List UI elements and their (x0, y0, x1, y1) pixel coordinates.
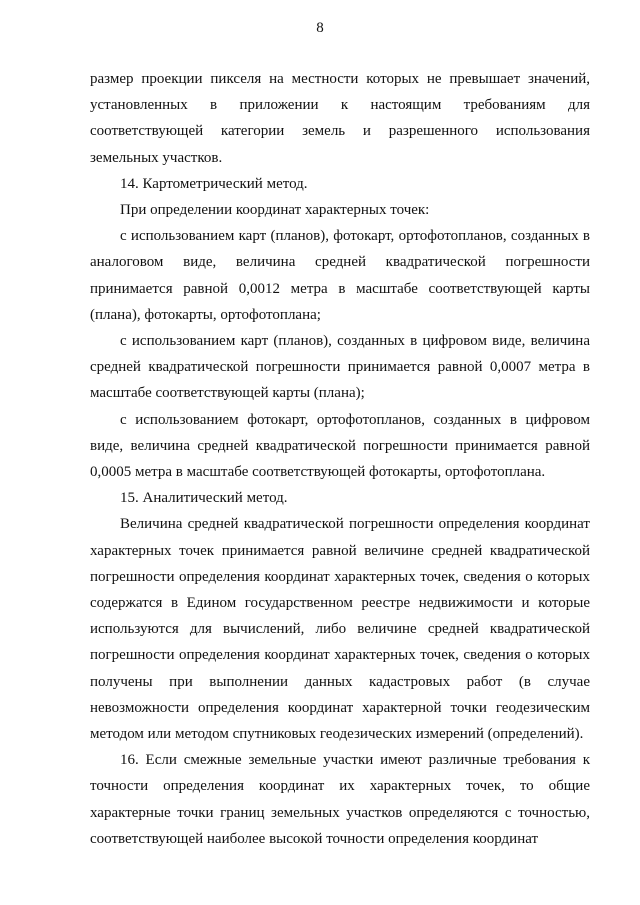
section-15-heading: 15. Аналитический метод. (120, 490, 288, 507)
paragraph-intro: При определении координат характерных точек: (120, 202, 430, 219)
paragraph-digital-maps: с использованием карт (планов), созданных в цифровом виде, величина средней квадратической погрешности принимается равной 0,0007 метра в масштабе соответствующей карты (плана); (90, 333, 590, 402)
section-16-paragraph: 16. Если смежные земельные участки имеют различные требования к точности определения координат их характерных точек, то общие характерные точки границ земельных участков определяются с точностью, соответствующей наиболее высокой точности определения координат (90, 752, 590, 847)
paragraph-analog-maps: с использованием карт (планов), фотокарт, ортофотопланов, созданных в аналоговом виде, величина средней квадратической погрешности принимается равной 0,0012 метра в масштабе соответствующей карты (плана), фотокарты, ортофотоплана; (90, 228, 590, 323)
document-body (90, 66, 590, 852)
paragraph-continuation: размер проекции пикселя на местности которых не превышает значений, установленных в приложении к настоящим требованиям для соответствующей категории земель и разрешенного использования земельных участков. (90, 71, 590, 166)
section-14-heading: 14. Картометрический метод. (120, 175, 308, 192)
paragraph-digital-photomaps: с использованием фотокарт, ортофотопланов, созданных в цифровом виде, величина средней квадратической погрешности принимается равной 0,0005 метра в масштабе соответствующей фотокарты, ортофотоплана. (90, 411, 590, 481)
page-number: 8 (316, 20, 324, 36)
paragraph-analytic-method: Величина средней квадратической погрешности определения координат характерных точек принимается равной величине средней квадратической погрешности определения координат характерных точек, сведения о которых содержатся в Едином государственном реестре недвижимости и которые используются для вычислений, либо величине средней квадратической погрешности определения координат характерных точек, сведения о которых получены при выполнении данных кадастровых работ (в случае невозможности определения координат характерной точки геодезическим методом или методом спутниковых геодезических измерений (определений). (90, 516, 590, 743)
